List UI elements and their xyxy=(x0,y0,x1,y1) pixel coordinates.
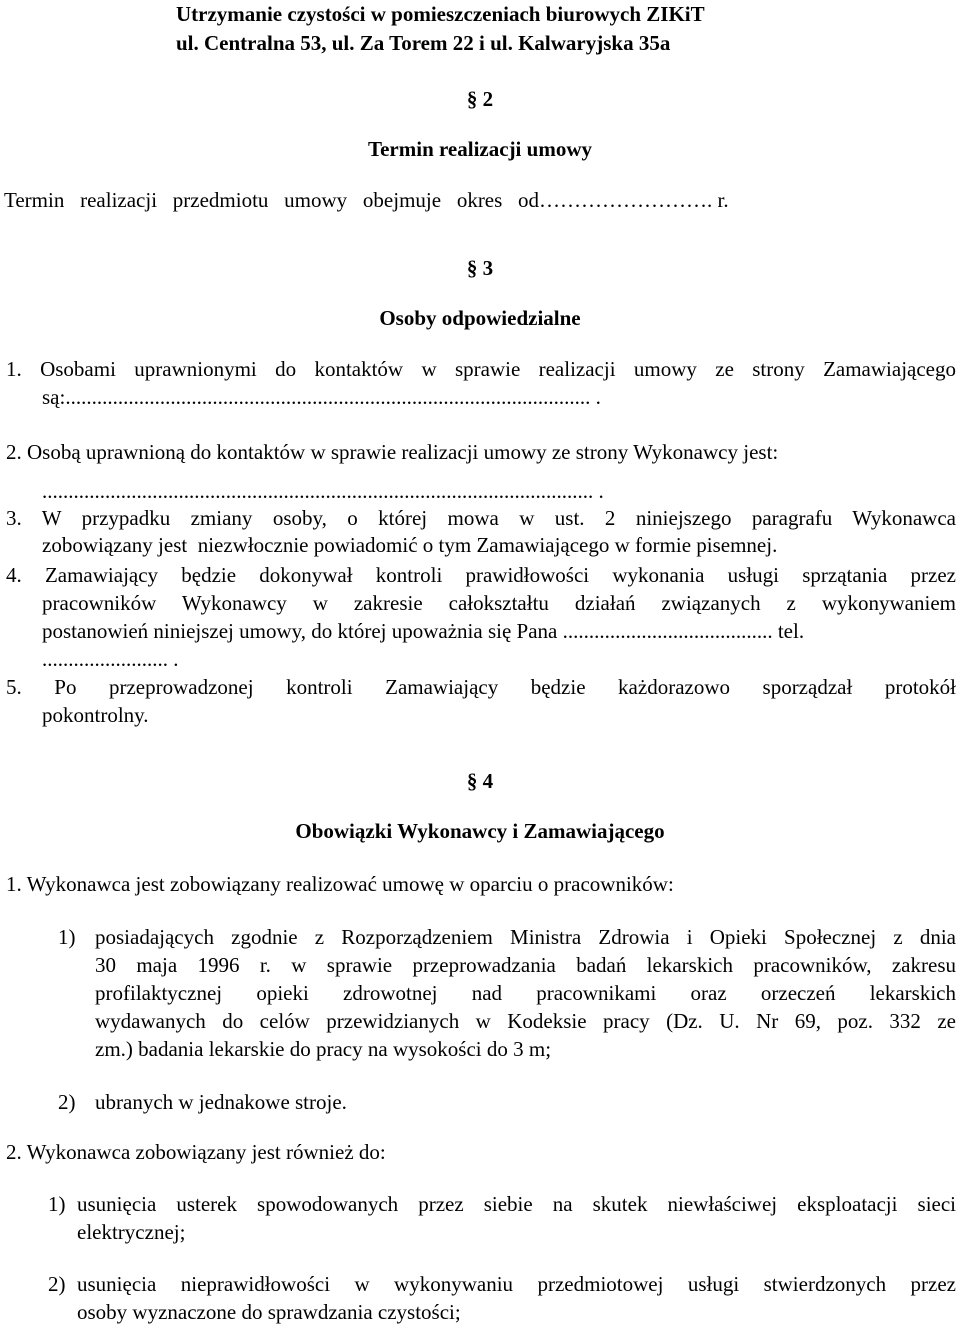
s3-item5-line2: pokontrolny. xyxy=(42,703,149,727)
s4-sub1-line2: 30 maja 1996 r. w sprawie przeprowadzania badań lekarskich pracowników, zakresu xyxy=(95,953,956,977)
section-4-number: § 4 xyxy=(466,769,494,793)
s3-item4-line2: pracowników Wykonawcy w zakresie całokształtu działań związanych z wykonywaniem xyxy=(42,591,956,615)
s4-sub2-number: 2) xyxy=(58,1090,76,1114)
s3-item2-line2: ......................................................................................................... . xyxy=(42,479,604,503)
s4-sub1-line5: zm.) badania lekarskie do pracy na wysokości do 3 m; xyxy=(95,1037,552,1061)
s4-task1-number: 1) xyxy=(48,1192,66,1216)
header-line-1: Utrzymanie czystości w pomieszczeniach biurowych ZIKiT xyxy=(176,2,705,26)
s4-point1: 1. Wykonawca jest zobowiązany realizować umowę w oparciu o pracowników: xyxy=(6,872,674,896)
section-2-number: § 2 xyxy=(466,87,494,111)
section-4-title: Obowiązki Wykonawcy i Zamawiającego xyxy=(295,819,665,843)
header-line-2: ul. Centralna 53, ul. Za Torem 22 i ul. Kalwaryjska 35a xyxy=(176,31,671,55)
s4-sub1-line1: posiadających zgodnie z Rozporządzeniem Ministra Zdrowia i Opieki Społecznej z dnia xyxy=(95,925,956,949)
section-3-title: Osoby odpowiedzialne xyxy=(379,306,581,330)
s3-item1-line1: 1. Osobami uprawnionymi do kontaktów w sprawie realizacji umowy ze strony Zamawiającego xyxy=(6,357,956,381)
s4-sub2-line1: ubranych w jednakowe stroje. xyxy=(95,1090,347,1114)
section-3-number: § 3 xyxy=(466,256,494,280)
s4-sub1-number: 1) xyxy=(58,925,76,949)
s4-task2-number: 2) xyxy=(48,1272,66,1296)
s4-task2-line1: usunięcia nieprawidłowości w wykonywaniu przedmiotowej usługi stwierdzonych przez xyxy=(77,1272,956,1296)
s3-item5-line1: 5. Po przeprowadzonej kontroli Zamawiający będzie każdorazowo sporządzał protokół xyxy=(6,675,956,699)
s3-item3-line2: zobowiązany jest niezwłocznie powiadomić o tym Zamawiającego w formie pisemnej. xyxy=(42,533,778,557)
s4-point2: 2. Wykonawca zobowiązany jest również do: xyxy=(6,1140,386,1164)
s4-task2-line2: osoby wyznaczone do sprawdzania czystości; xyxy=(77,1300,461,1324)
section-2-text: Termin realizacji przedmiotu umowy obejmuje okres od……………………. r. xyxy=(4,188,729,212)
s3-item2-line1: 2. Osobą uprawnioną do kontaktów w sprawie realizacji umowy ze strony Wykonawcy jest: xyxy=(6,440,779,464)
s3-item3-line1: 3. W przypadku zmiany osoby, o której mowa w ust. 2 niniejszego paragrafu Wykonawca xyxy=(6,506,956,530)
section-2-title: Termin realizacji umowy xyxy=(368,137,592,161)
s4-sub1-line4: wydawanych do celów przewidzianych w Kodeksie pracy (Dz. U. Nr 69, poz. 332 ze xyxy=(95,1009,956,1033)
s3-item4-line4: ........................ . xyxy=(42,647,179,671)
s4-task1-line2: elektrycznej; xyxy=(77,1220,186,1244)
s3-item4-line3: postanowień niniejszej umowy, do której upoważnia się Pana ........................................ tel. xyxy=(42,619,805,643)
s3-item1-line2: są:.................................................................................................... . xyxy=(42,385,601,409)
s3-item4-line1: 4. Zamawiający będzie dokonywał kontroli prawidłowości wykonania usługi sprzątania przez xyxy=(6,563,956,587)
s4-task1-line1: usunięcia usterek spowodowanych przez siebie na skutek niewłaściwej eksploatacji sieci xyxy=(77,1192,956,1216)
s4-sub1-line3: profilaktycznej opieki zdrowotnej nad pracownikami oraz orzeczeń lekarskich xyxy=(95,981,956,1005)
